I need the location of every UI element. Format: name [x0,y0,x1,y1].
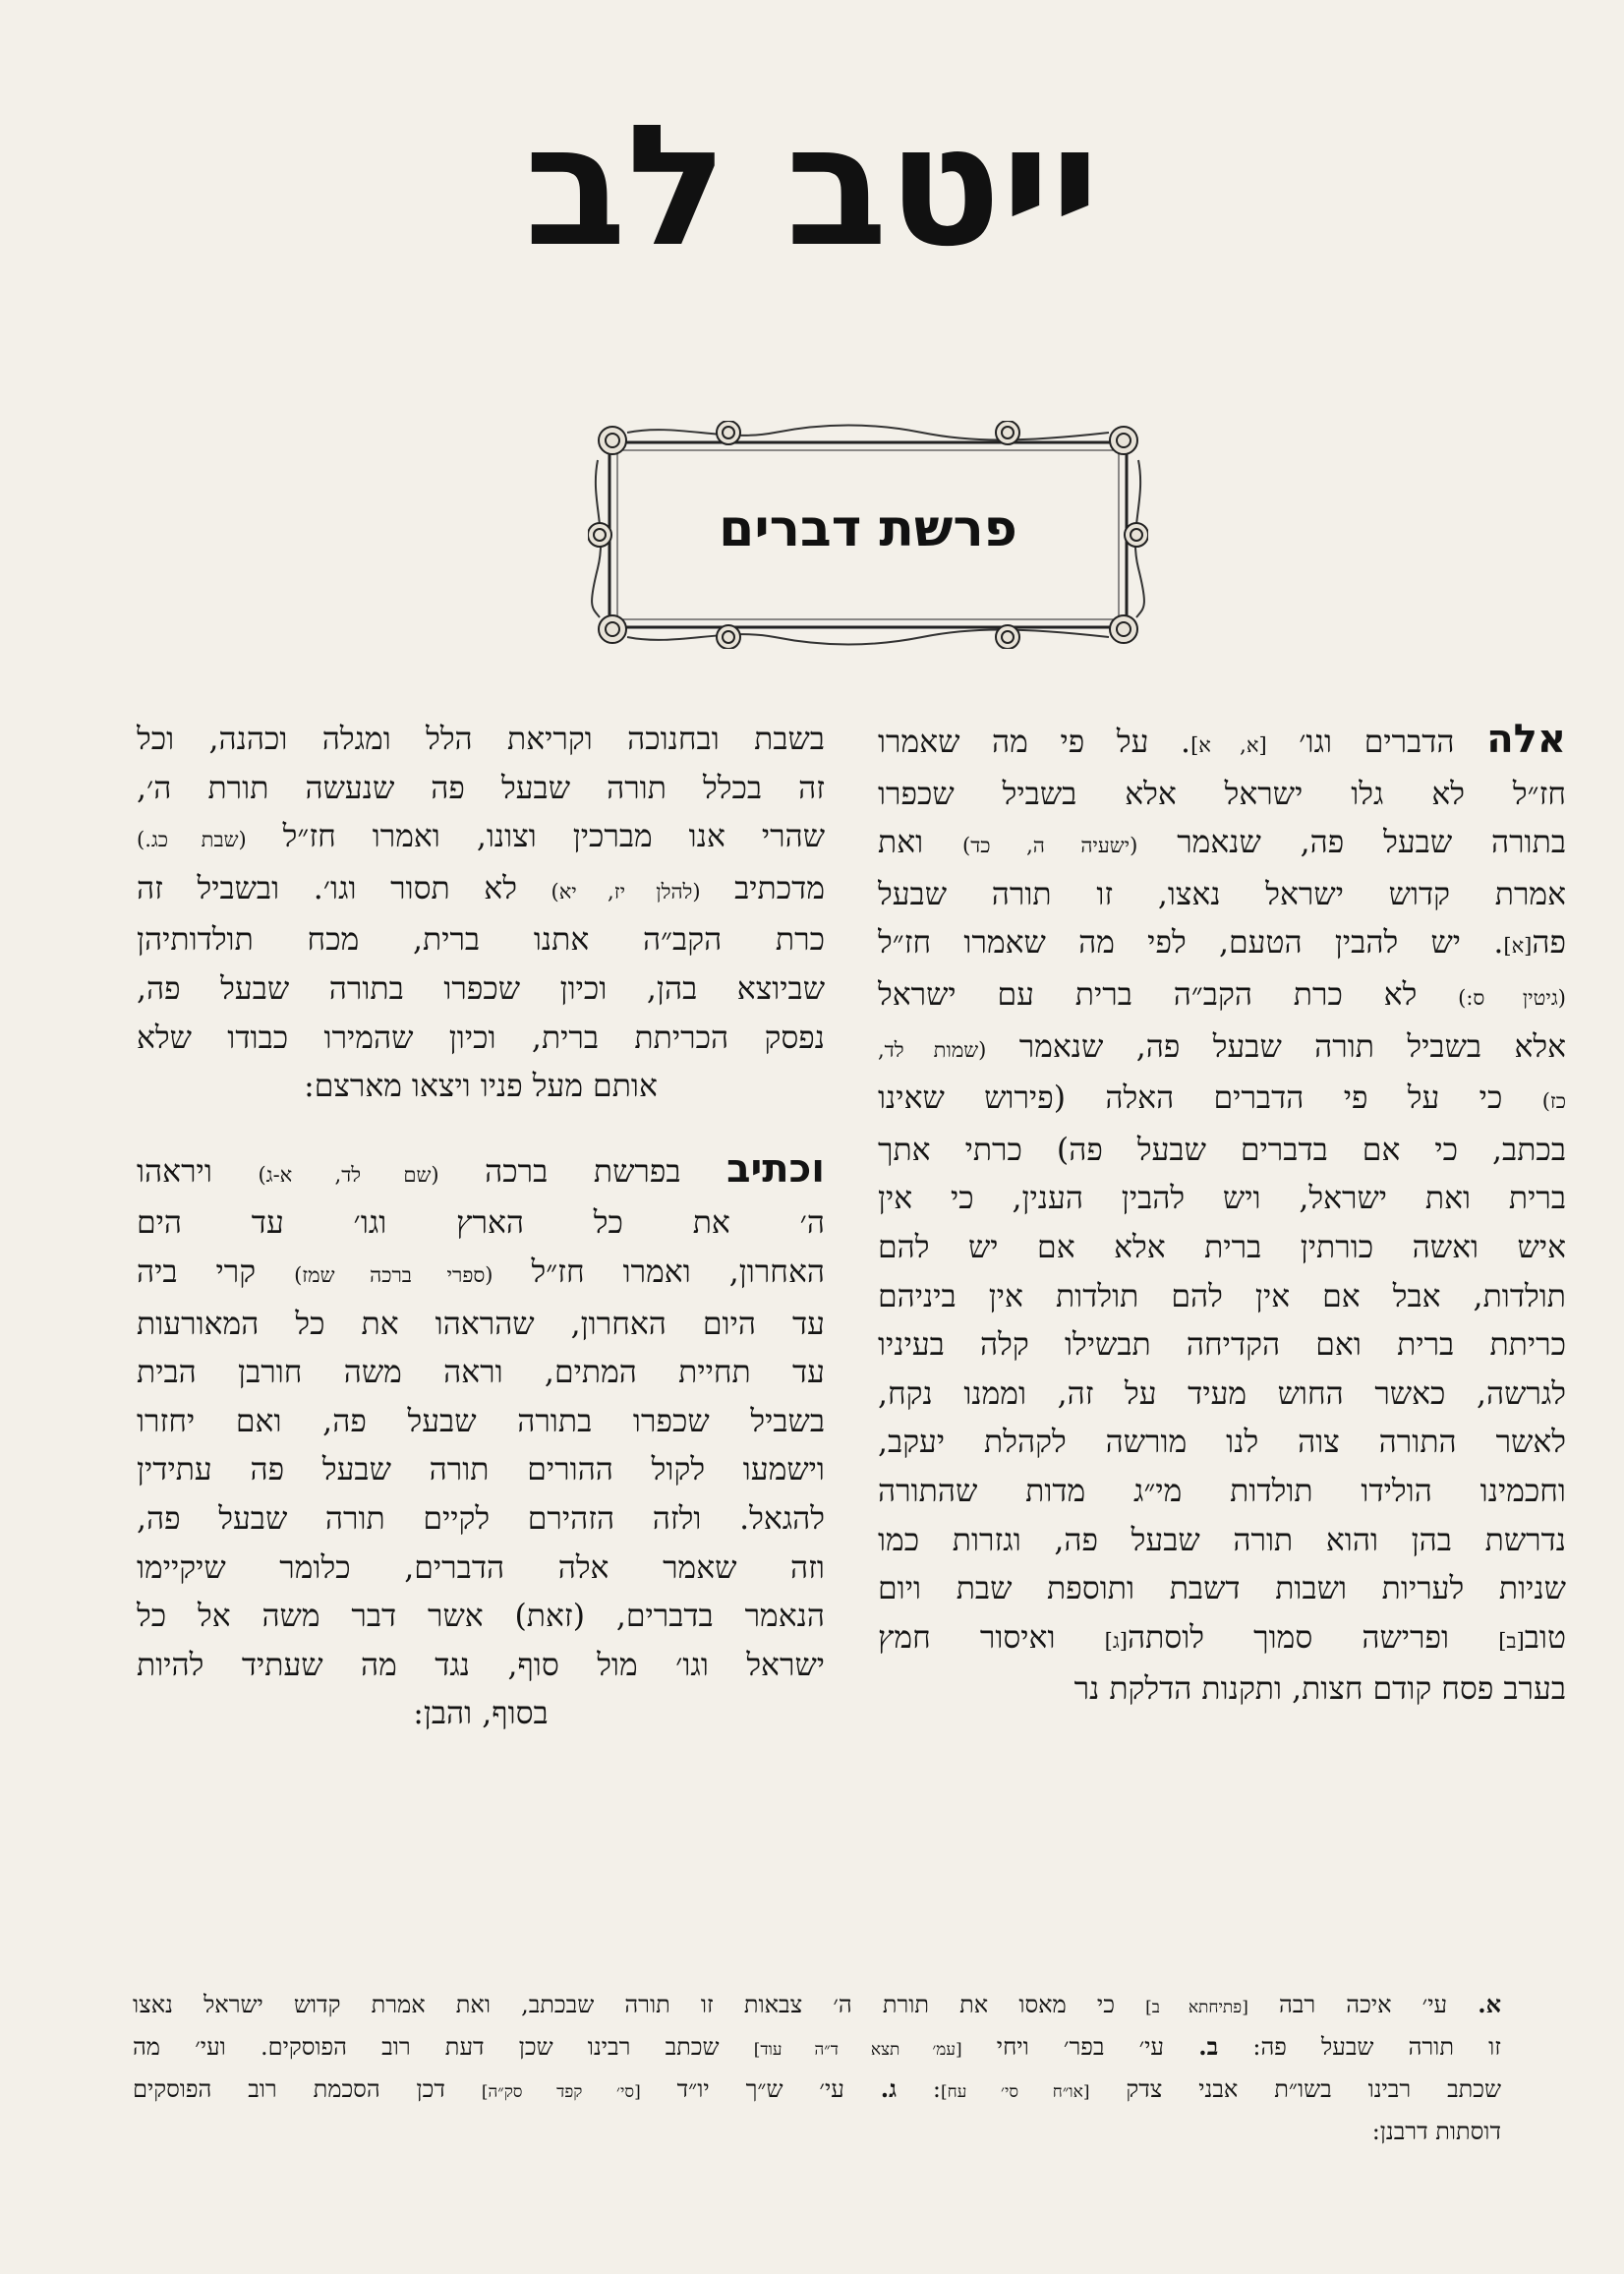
parsha-title: פרשת דברים [719,499,1017,558]
text-line [878,819,1566,871]
text-run: זו תורה שבעל פה: [1218,2033,1501,2061]
text-run: תולדות, אבל אם אין להם תולדות אין ביניהם [878,1278,1566,1314]
text-line [137,1545,825,1594]
text-run: נדרשת בהן והוא תורה שבעל פה, וגזרות כמו [878,1522,1566,1558]
text-line [137,1642,825,1691]
source-citation: [או״ח סי׳ עח] [941,2082,1090,2102]
source-citation: [ב] [1498,1628,1525,1653]
text-run: כריתת ברית ואם הקדיחה תבשילו קלה בעיניו [878,1327,1566,1364]
text-run: נפסק הכריתת ברית, וכיון שהמירו כבודו שלא [137,1020,825,1056]
parsha-title-frame [588,421,1148,649]
source-citation: [פתיחתא ב] [1145,1998,1248,2017]
footnote-line [133,1985,1501,2027]
text-line [878,1468,1566,1517]
text-line [137,1446,825,1495]
text-line [137,813,825,865]
source-citation: [א] [1503,934,1533,959]
text-run: לגרשה, כאשר החוש מעיד על זה, וממנו נקח, [878,1375,1566,1412]
text-run: ברית ואת ישראל, ויש להבין הענין, כי אין [878,1181,1566,1217]
text-line [137,1015,825,1064]
text-run: ופרישה סמוך לוסתה [1127,1619,1499,1656]
source-citation: כז) [1541,1089,1566,1114]
text-run: : [897,2075,942,2103]
text-run: אותם מעל פניו ויצאו מארצם: [304,1069,658,1105]
source-citation: [ג] [1104,1628,1128,1653]
text-run: כי מאסו את תורת ה׳ צבאות זו תורה שבכתב, ואת אמרת קדוש ישראל נאצו [133,1991,1146,2018]
text-run: אלא בשביל תורה שבעל פה, שנאמר [986,1028,1566,1065]
text-line [137,965,825,1015]
text-line [878,1370,1566,1420]
text-run: שביוצא בהן, וכיון שכפרו בתורה שבעל פה, [137,970,825,1007]
text-run: לא כרת הקב״ה ברית עם ישראל [878,976,1459,1013]
text-run: בתורה שבעל פה, שנאמר [1137,825,1566,861]
text-run: להגאל. ולזה הזהירם לקיים תורה שבעל פה, [137,1500,825,1537]
source-citation: (ספרי ברכה שמז) [294,1262,493,1287]
text-line [137,1593,825,1642]
text-run: בכתב, כי אם בדברים שבעל פה) כרתי אתך [878,1132,1566,1168]
text-line [137,1063,825,1112]
text-line [137,765,825,814]
text-line [137,916,825,965]
source-citation: (שבת כג.) [137,828,247,852]
text-line [137,1690,825,1739]
text-run: זה בכלל תורה שבעל פה שנעשה תורת ה׳, [137,770,825,806]
text-line [878,771,1566,820]
book-title: ייטב לב [524,89,1100,284]
text-run: אמרת קדוש ישראל נאצו, זו תורה שבעל [878,876,1566,912]
text-line [878,919,1566,971]
text-run: בפרשת ברכה [438,1153,727,1190]
source-citation: (שמות לד, [878,1037,987,1062]
text-run: שכתב רבינו בשו״ת אבני צדק [1089,2075,1501,2103]
text-run: עי׳ ש״ך יו״ד [640,2075,881,2103]
text-run: דכן הסכמת רוב הפוסקים [133,2075,482,2103]
source-citation: (להלן יז, יא) [551,879,701,904]
text-run: ואת [878,825,963,861]
text-line [137,1249,825,1301]
text-run: בערב פסח קודם חצות, ותקנות הדלקת נר [1073,1671,1566,1708]
text-run: פה [1532,925,1566,962]
footnotes [133,1985,1501,2151]
text-run: מדכתיב [700,870,825,906]
text-line [878,1321,1566,1370]
text-run: . על פי מה שאמרו [878,725,1191,760]
footnote-line [133,2112,1501,2151]
footnote-line [133,2027,1501,2070]
text-run: שהרי אנו מברכין וצונו, ואמרו חז״ל [246,819,825,855]
text-line [878,1273,1566,1322]
text-run: דוסתות דרבנן: [1371,2118,1501,2145]
text-run: עד היום האחרון, שהראהו את כל המאורעות [137,1306,825,1342]
text-run: ישראל וגו׳ מול סוף, נגד מה שעתיד להיות [137,1647,825,1683]
footnote-label: ב. [1198,2032,1219,2061]
text-line [137,1301,825,1350]
text-line [878,1175,1566,1224]
text-run: ה׳ את כל הארץ וגו׳ עד הים [137,1205,825,1242]
text-run: בשביל שכפרו בתורה שבעל פה, ואם יחזרו [137,1403,825,1439]
paragraph-gap [137,1112,825,1145]
text-run: שניות לעריות ושבות דשבת ותוספת שבת ויום [878,1571,1566,1607]
lead-word: וכתיב [726,1145,825,1192]
text-line [137,1145,825,1200]
text-line [137,1495,825,1545]
lead-word: אלה [1486,717,1566,762]
text-run: לא תסור וגו׳. ובשביל זה [137,870,551,906]
text-run: בסוף, והבן: [413,1696,549,1732]
text-line [878,1565,1566,1614]
text-column-right [878,716,1566,1715]
text-run: לאשר התורה צוה לנו מורשה לקהלת יעקב, [878,1425,1566,1461]
text-line [137,1349,825,1398]
text-line [878,871,1566,920]
text-column-left [137,716,825,1739]
text-line [878,716,1566,771]
text-run: טוב [1524,1619,1566,1656]
text-line [878,1419,1566,1468]
text-run: . יש להבין הטעם, לפי מה שאמרו חז״ל [878,925,1504,962]
text-run: ואיסור חמץ [878,1619,1105,1656]
source-citation: [סי׳ קפד סק״ה] [481,2082,641,2102]
text-run: וחכמינו הולידו תולדות מי״ג מדות שהתורה [878,1473,1566,1509]
text-run: הדברים וגו׳ [1266,725,1487,760]
text-run: כי על פי הדברים האלה (פירוש שאינו [878,1080,1542,1117]
text-run: וזה שאמר אלה הדברים, כלומר שיקיימו [137,1549,825,1586]
text-run: ויראהו [137,1153,259,1190]
text-run: עי׳ בפר׳ ויחי [961,2033,1199,2061]
source-citation: (גיטין ס:) [1458,985,1566,1010]
text-run: הנאמר בדברים, (זאת) אשר דבר משה אל כל [137,1599,825,1635]
text-run: כרת הקב״ה אתנו ברית, מכח תולדותיהן [137,922,825,959]
text-line [878,1665,1566,1715]
text-line [137,1398,825,1447]
text-line [878,1023,1566,1076]
source-citation: (שם לד, א-ג) [258,1162,439,1187]
text-line [878,1517,1566,1566]
text-run: איש ואשה כורתין ברית אלא אם יש להם [878,1229,1566,1265]
text-run: בשבת ובחנוכה וקריאת הלל ומגלה וכהנה, וכל [137,722,825,757]
text-run: חז״ל לא גלו ישראל אלא בשביל שכפרו [878,776,1566,812]
source-citation: [א, א] [1190,733,1267,757]
source-citation: (ישעיה ה, כד) [962,834,1138,858]
footnote-label: א. [1478,1990,1501,2018]
text-line [137,865,825,917]
footnote-line [133,2070,1501,2112]
text-line [137,716,825,765]
text-line [878,1224,1566,1273]
text-run: וישמעו לקול ההורים תורה שבעל פה עתידין [137,1452,825,1488]
text-run: עד תחיית המתים, וראה משה חורבן הבית [137,1355,825,1391]
text-run: קרי ביה [137,1254,295,1290]
text-run: האחרון, ואמרו חז״ל [493,1254,825,1290]
text-line [137,1199,825,1249]
footnote-label: ג. [880,2074,898,2103]
text-line [878,1127,1566,1176]
source-citation: [עמ׳ תצא ד״ה עוד] [753,2040,962,2060]
text-line [878,971,1566,1023]
text-line [878,1614,1566,1666]
text-line [878,1075,1566,1127]
text-run: עי׳ איכה רבה [1247,1991,1479,2018]
text-run: שכתב רבינו שכן דעת רוב הפוסקים. ועי׳ מה [133,2033,754,2061]
